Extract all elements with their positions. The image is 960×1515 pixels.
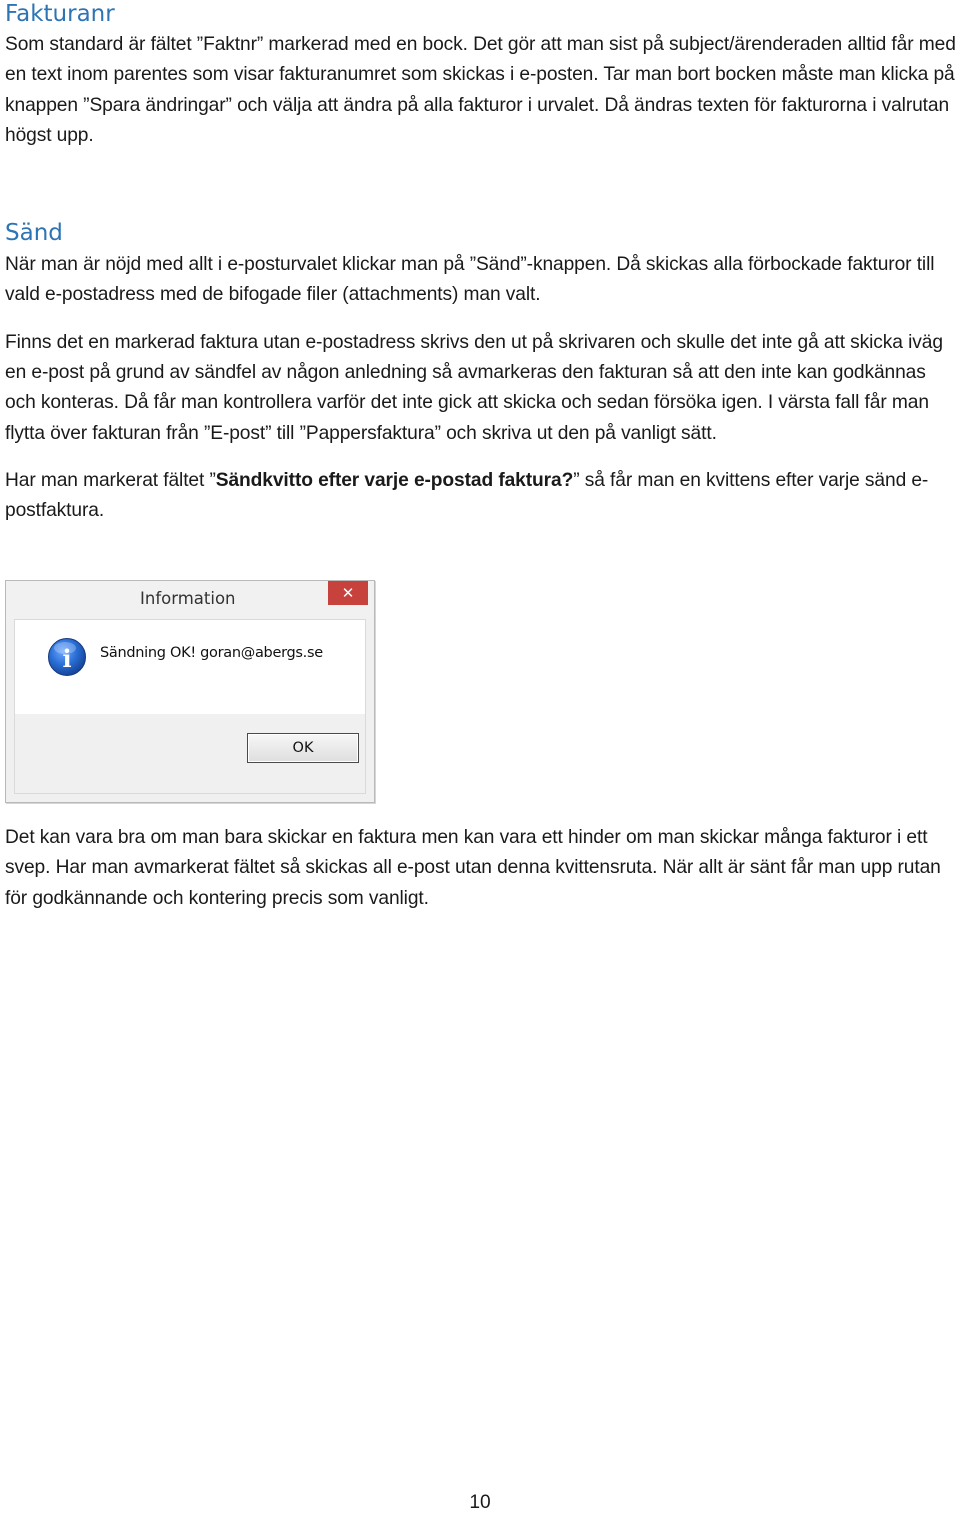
- dialog-message-area: [15, 620, 365, 714]
- dialog-title: Information: [140, 589, 236, 608]
- paragraph-sand-3-end: ” så får man en kvittens efter varje sänd e-postfaktura.: [5, 469, 929, 522]
- field-name-sandkvitto: Sändkvitto efter varje e-postad faktura?: [215, 469, 574, 491]
- page-number: 10: [469, 1492, 491, 1513]
- heading-fakturanr: Fakturanr: [5, 1, 115, 27]
- heading-sand: Sänd: [5, 220, 63, 247]
- info-icon: [47, 637, 87, 677]
- paragraph-sand-3-start: Har man markerat fältet ”: [5, 469, 216, 491]
- paragraph-fakturanr: Som standard är fältet ”Faktnr” markerad med en bock. Det gör att man sist på subject/ärenderaden alltid får med en text inom parentes som visar fakturanumret som skickas i e-posten. Tar man bort bocken måste man klicka på knappen ”Spara ändringar” och välja att ändra på alla fakturor i urvalet. Då ändras texten för fakturorna i valrutan högst upp.: [5, 34, 956, 146]
- dialog-titlebar[interactable]: [6, 581, 374, 619]
- info-icon-letter: i: [62, 644, 72, 673]
- paragraph-sand-4: Det kan vara bra om man bara skickar en faktura men kan vara ett hinder om man skickar många fakturor i ett svep. Har man avmarkerat fältet så skickas all e-post utan denna kvittensruta. När allt är sänt får man upp rutan för godkännande och kontering precis som vanligt.: [5, 827, 941, 909]
- dialog-content: [14, 619, 366, 794]
- dialog-message: Sändning OK! goran@abergs.se: [100, 645, 323, 661]
- paragraph-sand-1: När man är nöjd med allt i e-posturvalet klickar man på ”Sänd”-knappen. Då skickas alla förbockade fakturor till vald e-postadress med de bifogade filer (attachments) man valt.: [5, 254, 935, 306]
- paragraph-sand-2: Finns det en markerad faktura utan e-postadress skrivs den ut på skrivaren och skulle det inte gå att skicka iväg en e-post på grund av sändfel av någon anledning så avmarkeras den fakturan så att den inte kan godkännas och konteras. Då får man kontrollera varför det inte gick att skicka och sedan försöka igen. I värsta fall får man flytta över fakturan från ”E-post” till ”Pappersfaktura” och skriva ut den på vanligt sätt.: [5, 331, 943, 444]
- close-button[interactable]: ✕: [328, 581, 368, 605]
- paragraph-sand-3: [5, 466, 960, 527]
- ok-button[interactable]: OK: [247, 733, 359, 763]
- information-dialog: [5, 580, 375, 803]
